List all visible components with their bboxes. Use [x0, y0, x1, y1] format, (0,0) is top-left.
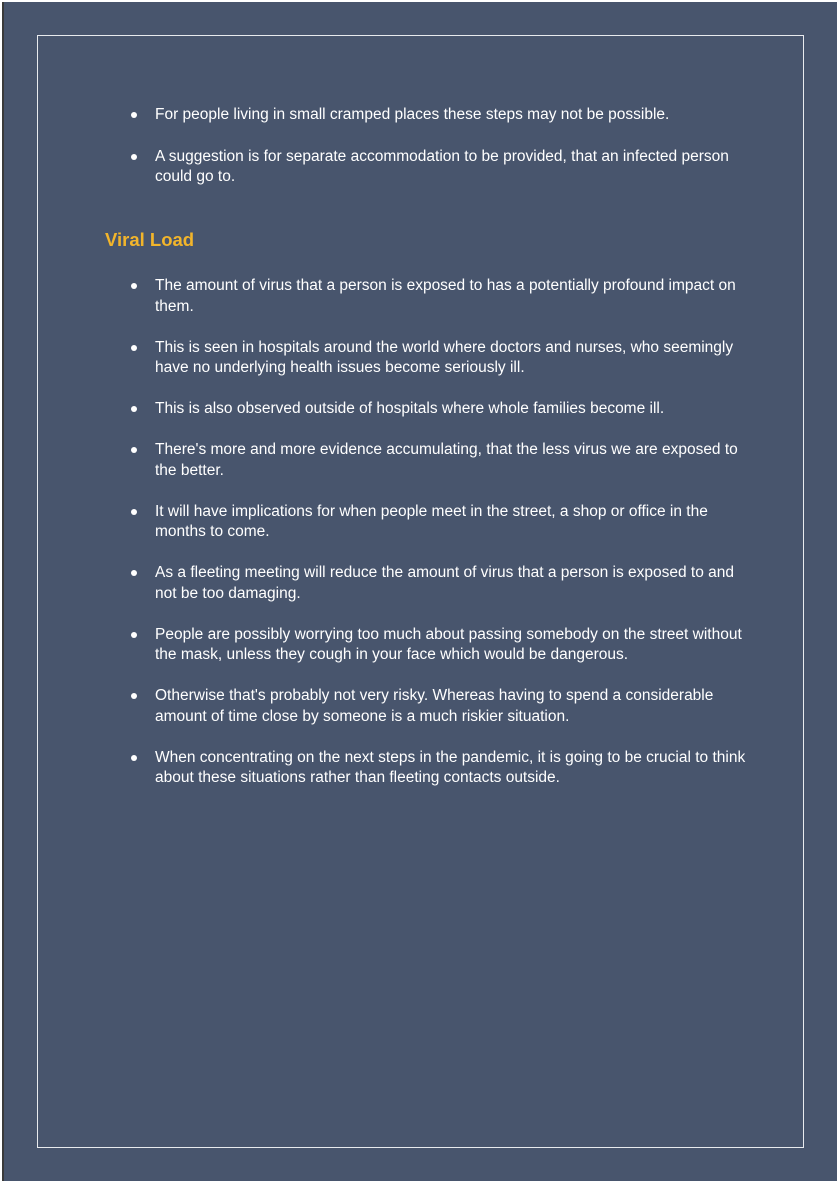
- list-item: As a fleeting meeting will reduce the amount of virus that a person is exposed to and not be too damaging.: [155, 563, 755, 604]
- section-heading-viral-load: Viral Load: [105, 229, 195, 250]
- list-item: The amount of virus that a person is exposed to has a potentially profound impact on them.: [155, 276, 755, 317]
- list-item: For people living in small cramped places these steps may not be possible.: [155, 105, 755, 126]
- viral-load-bullet-list: [155, 276, 755, 789]
- list-item: When concentrating on the next steps in the pandemic, it is going to be crucial to think about these situations rather than fleeting contacts outside.: [155, 748, 755, 789]
- list-item: It will have implications for when people meet in the street, a shop or office in the months to come.: [155, 502, 755, 543]
- intro-bullet-list: [155, 105, 755, 188]
- list-item: People are possibly worrying too much about passing somebody on the street without the mask, unless they cough in your face which would be dangerous.: [155, 625, 755, 666]
- list-item: Otherwise that's probably not very risky. Whereas having to spend a considerable amount of time close by someone is a much riskier situation.: [155, 686, 755, 727]
- document-page: [4, 2, 837, 1181]
- list-item: This is seen in hospitals around the world where doctors and nurses, who seemingly have no underlying health issues become seriously ill.: [155, 338, 755, 379]
- list-item: A suggestion is for separate accommodation to be provided, that an infected person could go to.: [155, 147, 755, 188]
- list-item: There's more and more evidence accumulating, that the less virus we are exposed to the better.: [155, 440, 755, 481]
- list-item: This is also observed outside of hospitals where whole families become ill.: [155, 399, 755, 420]
